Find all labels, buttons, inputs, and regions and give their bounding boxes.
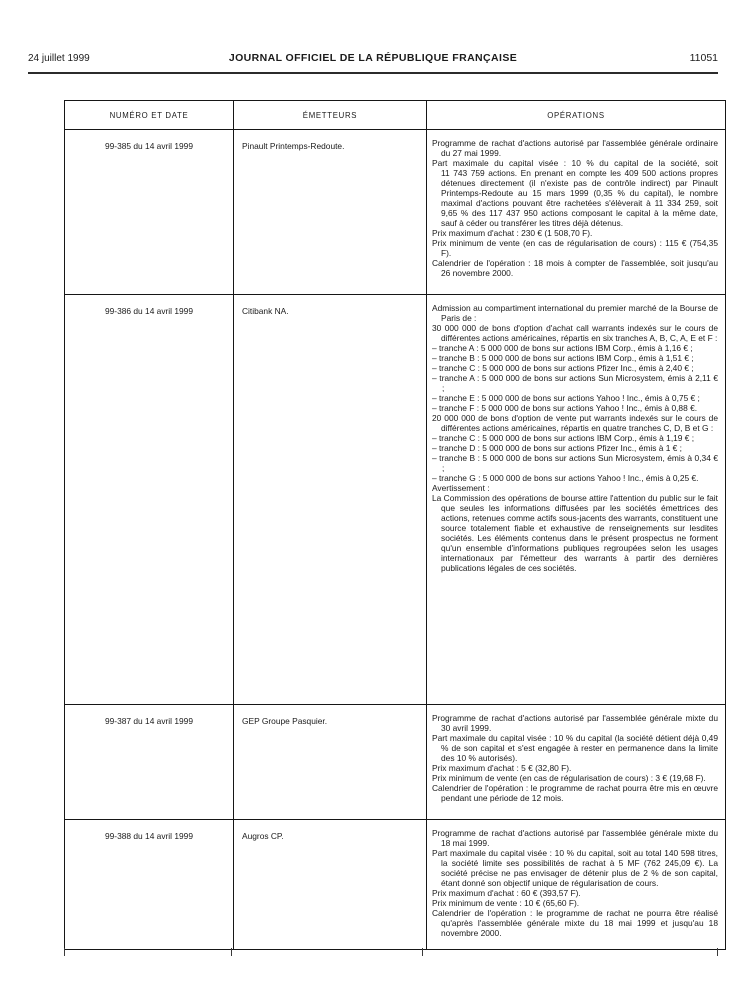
operation-paragraph: Calendrier de l'opération : 18 mois à compter de l'assemblée, soit jusqu'au 26 novembre 2000.	[432, 258, 718, 278]
row-emetteur: GEP Groupe Pasquier.	[234, 705, 427, 820]
operation-paragraph: Prix maximum d'achat : 5 € (32,80 F).	[432, 763, 572, 773]
table-edge-stub	[717, 948, 718, 956]
operation-paragraph: – tranche E : 5 000 000 de bons sur actions Yahoo ! Inc., émis à 0,75 € ;	[432, 393, 700, 403]
operation-paragraph: – tranche G : 5 000 000 de bons sur actions Yahoo ! Inc., émis à 0,25 €.	[432, 473, 699, 483]
column-header-emetteurs: ÉMETTEURS	[234, 101, 427, 130]
row-operations	[427, 705, 726, 820]
header-date: 24 juillet 1999	[28, 53, 90, 64]
row-numero-et-date: 99-385 du 14 avril 1999	[65, 130, 234, 295]
operation-paragraph: – tranche C : 5 000 000 de bons sur actions IBM Corp., émis à 1,19 € ;	[432, 433, 695, 443]
row-emetteur: Augros CP.	[234, 820, 427, 950]
operation-paragraph: Programme de rachat d'actions autorisé par l'assemblée générale mixte du 18 mai 1999.	[432, 828, 718, 848]
row-numero-et-date: 99-388 du 14 avril 1999	[65, 820, 234, 950]
operation-paragraph: – tranche F : 5 000 000 de bons sur actions Yahoo ! Inc., émis à 0,88 €.	[432, 403, 698, 413]
table-row	[65, 820, 726, 950]
operation-paragraph: Programme de rachat d'actions autorisé par l'assemblée générale mixte du 30 avril 1999.	[432, 713, 718, 733]
operation-paragraph: Part maximale du capital visée : 10 % du capital de la société, soit 11 743 759 actions. En prenant en compte les 409 500 actions propres détenues directement (il n'existe pas de contrôle indirect) par Pinault Printemps-Redoute au 15 mars 1999 (0,35 % du capital), le nombre maximal d'actions pouvant être rachetées s'élèverait à 11 334 259, soit 9,65 % des 117 437 950 actions composant le capital à la même date, sauf à céder ou transférer les titres déjà détenus.	[432, 158, 718, 228]
column-header-operations: OPÉRATIONS	[427, 101, 726, 130]
row-operations	[427, 820, 726, 950]
operation-paragraph: Prix minimum de vente (en cas de régularisation de cours) : 3 € (19,68 F).	[432, 773, 706, 783]
table-row	[65, 295, 726, 705]
table-body	[65, 130, 726, 950]
operation-paragraph: – tranche A : 5 000 000 de bons sur actions IBM Corp., émis à 1,16 € ;	[432, 343, 693, 353]
row-numero-et-date: 99-387 du 14 avril 1999	[65, 705, 234, 820]
operation-paragraph: – tranche A : 5 000 000 de bons sur actions Sun Microsystem, émis à 2,11 € ;	[432, 373, 718, 393]
operation-paragraph: Prix maximum d'achat : 60 € (393,57 F).	[432, 888, 581, 898]
table-row	[65, 705, 726, 820]
row-operations	[427, 295, 726, 705]
operation-paragraph: Part maximale du capital visée : 10 % du capital (la société détient déjà 0,49 % de son capital et s'est engagée à rester en permanence dans la limite des 10 % autorisés).	[432, 733, 718, 763]
header-rule	[28, 72, 718, 74]
operation-paragraph: Avertissement :	[432, 483, 490, 493]
table-edge-stub	[64, 948, 65, 956]
operation-paragraph: Admission au compartiment international du premier marché de la Bourse de Paris de :	[432, 303, 718, 323]
row-operations	[427, 130, 726, 295]
operation-paragraph: 30 000 000 de bons d'option d'achat call warrants indexés sur le cours de différentes actions américaines, répartis en six tranches A, B, C, A, E et F :	[432, 323, 718, 343]
operation-paragraph: Programme de rachat d'actions autorisé par l'assemblée générale ordinaire du 27 mai 1999.	[432, 138, 718, 158]
operation-paragraph: – tranche B : 5 000 000 de bons sur actions IBM Corp., émis à 1,51 € ;	[432, 353, 694, 363]
row-emetteur: Pinault Printemps-Redoute.	[234, 130, 427, 295]
operation-paragraph: Prix minimum de vente : 10 € (65,60 F).	[432, 898, 580, 908]
journal-title: JOURNAL OFFICIEL DE LA RÉPUBLIQUE FRANÇAISE	[228, 52, 518, 64]
table-row	[65, 130, 726, 295]
row-numero-et-date: 99-386 du 14 avril 1999	[65, 295, 234, 705]
table-edge-stub	[422, 948, 423, 956]
operation-paragraph: 20 000 000 de bons d'option de vente put warrants indexés sur le cours de différentes actions américaines, répartis en quatre tranches C, D, B et G :	[432, 413, 718, 433]
operation-paragraph: Calendrier de l'opération : le programme de rachat ne pourra être réalisé qu'après l'assemblée générale mixte du 18 mai 1999 et jusqu'au 18 novembre 2000.	[432, 908, 718, 938]
table-header-row	[65, 101, 726, 130]
table-head	[65, 101, 726, 130]
row-emetteur: Citibank NA.	[234, 295, 427, 705]
page-header	[28, 52, 718, 64]
operation-paragraph: – tranche D : 5 000 000 de bons sur actions Pfizer Inc., émis à 1 € ;	[432, 443, 682, 453]
operation-paragraph: Part maximale du capital visée : 10 % du capital, soit au total 140 598 titres, la société limite ses possibilités de rachat à 5 MF (762 245,09 €). La société précise ne pas envisager de détenir plus de 2 % de son capital, étant donné son objectif unique de régularisation de cours.	[432, 848, 718, 888]
operation-paragraph: – tranche C : 5 000 000 de bons sur actions Pfizer Inc., émis à 2,40 € ;	[432, 363, 694, 373]
operation-paragraph: La Commission des opérations de bourse attire l'attention du public sur le fait que seules les informations diffusées par les sociétés émettrices des actions, retenues comme actifs sous-jacents des warrants, constituent une source totalement fiable et exhaustive de renseignements sur lesdites sociétés. Les éléments contenus dans le présent prospectus ne forment qu'un ensemble d'informations publiques regroupées selon les usages internationaux par l'émetteur des warrants à partir des dernières publications légales de ces sociétés.	[432, 493, 718, 573]
operation-paragraph: Calendrier de l'opération : le programme de rachat pourra être mis en œuvre pendant une période de 12 mois.	[432, 783, 718, 803]
operations-table	[64, 100, 726, 950]
table-edge-stub	[231, 948, 232, 956]
column-header-numero-et-date: NUMÉRO ET DATE	[65, 101, 234, 130]
operation-paragraph: Prix maximum d'achat : 230 € (1 508,70 F).	[432, 228, 593, 238]
page-number: 11051	[689, 52, 718, 64]
operation-paragraph: Prix minimum de vente (en cas de régularisation de cours) : 115 € (754,35 F).	[432, 238, 718, 258]
operation-paragraph: – tranche B : 5 000 000 de bons sur actions Sun Microsystem, émis à 0,34 € ;	[432, 453, 718, 473]
